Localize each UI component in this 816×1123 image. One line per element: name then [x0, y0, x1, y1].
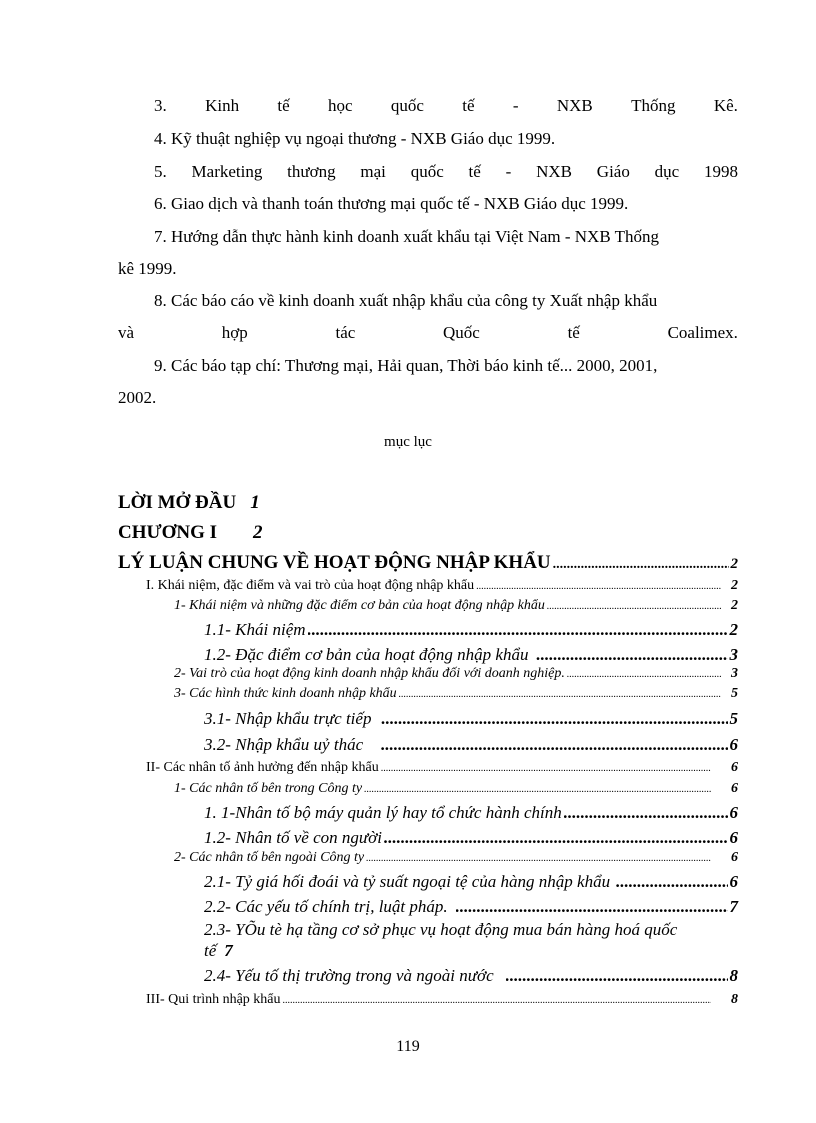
toc-entry[interactable] [204, 920, 738, 940]
toc-entry-title: 1.1- Khái niệm [204, 620, 306, 639]
toc-intro-title: LỜI MỞ ĐẦU [118, 492, 237, 513]
reference-item: 2002. [118, 388, 157, 407]
toc-entry-title: 3.2- Nhập khẩu uỷ thác [204, 735, 364, 754]
toc-entry-page: 2 [729, 620, 738, 639]
reference-word: tế [567, 323, 580, 342]
toc-entry[interactable] [174, 666, 738, 682]
toc-entry[interactable] [146, 992, 738, 1008]
reference-word: Marketing [191, 162, 263, 181]
reference-word: NXB [556, 96, 593, 115]
toc-entry-page: 3 [731, 666, 738, 681]
toc-entry-continuation[interactable] [204, 941, 233, 961]
reference-word: 3. [154, 96, 167, 115]
reference-item [154, 162, 738, 182]
toc-leader [616, 872, 727, 892]
toc-entry-page: 3 [729, 645, 738, 664]
toc-entry[interactable] [204, 735, 738, 755]
toc-entry-title: 1.2- Nhân tố về con người [204, 828, 382, 847]
toc-leader [283, 995, 711, 1006]
toc-leader [506, 966, 728, 986]
toc-entry-page: 6 [729, 828, 738, 847]
reference-item [154, 96, 738, 116]
reference-word: Thống [631, 96, 676, 115]
reference-item: 7. Hướng dẫn thực hành kinh doanh xuất khẩu tại Việt Nam - NXB Thống [154, 227, 659, 246]
reference-item: kê 1999. [118, 259, 177, 278]
toc-entry-page: 2 [731, 598, 738, 613]
toc-entry-title: 1- Các nhân tố bên trong Công ty [174, 781, 363, 796]
reference-word: tế [462, 96, 475, 115]
reference-word: 1998 [703, 162, 738, 181]
reference-word: 5. [154, 162, 167, 181]
toc-entry-title: 1. 1-Nhân tố bộ máy quản lý hay tổ chức hành chính [204, 803, 562, 822]
toc-entry-title: 2- Vai trò của hoạt động kinh doanh nhập khẩu đối với doanh nghiệp. [174, 666, 565, 681]
reference-word: mại [360, 162, 386, 181]
reference-item: 9. Các báo tạp chí: Thương mại, Hải quan, Thời báo kinh tế... 2000, 2001, [154, 356, 658, 375]
toc-part-title: LÝ LUẬN CHUNG VỀ HOẠT ĐỘNG NHẬP KHẨU [118, 552, 551, 573]
toc-entry[interactable] [174, 598, 738, 614]
toc-leader [456, 897, 728, 917]
toc-entry-page: 6 [729, 735, 738, 754]
reference-word: hợp [221, 323, 248, 342]
toc-entry[interactable] [174, 850, 738, 866]
toc-entry-title: I. Khái niệm, đặc điểm và vai trò của hoạt động nhập khẩu [146, 578, 475, 593]
reference-item: 8. Các báo cáo về kinh doanh xuất nhập khẩu của công ty Xuất nhập khẩu [154, 291, 658, 310]
toc-entry[interactable] [204, 709, 738, 729]
toc-entry-title: tế [204, 941, 217, 960]
toc-entry[interactable] [204, 803, 738, 823]
toc-leader [364, 784, 711, 795]
reference-word: dục [654, 162, 680, 181]
toc-leader [567, 669, 721, 680]
toc-entry-page: 5 [729, 709, 738, 728]
toc-entry-page: 6 [731, 850, 738, 865]
toc-entry-title: III- Qui trình nhập khẩu [146, 992, 281, 1007]
toc-leader [399, 689, 721, 700]
reference-word: học [328, 96, 353, 115]
reference-word: Quốc [443, 323, 480, 342]
toc-leader [381, 763, 711, 774]
toc-leader [381, 735, 727, 755]
reference-word: thương [287, 162, 336, 181]
reference-word: Coalimex. [667, 323, 738, 342]
toc-entry[interactable] [204, 620, 738, 640]
reference-word: tế [277, 96, 290, 115]
toc-entry[interactable] [146, 760, 738, 776]
reference-word: - [512, 96, 519, 115]
reference-word: Kê. [713, 96, 738, 115]
toc-entry[interactable] [204, 872, 738, 892]
toc-leader [366, 853, 711, 864]
toc-entry-title: II- Các nhân tố ảnh hưởng đến nhập khẩu [146, 760, 379, 775]
reference-word: Kinh [205, 96, 240, 115]
toc-leader [547, 601, 721, 612]
toc-entry-page: 6 [731, 781, 738, 796]
toc-entry-title: 2.4- Yếu tố thị trường trong và ngoài nước [204, 966, 494, 985]
toc-leader [308, 620, 728, 640]
toc-leader [384, 828, 728, 848]
reference-word: Giáo [596, 162, 630, 181]
reference-word: tế [468, 162, 481, 181]
toc-entry-title: 1.2- Đặc điểm cơ bản của hoạt động nhập khẩu [204, 645, 529, 664]
toc-entry[interactable] [174, 781, 738, 797]
page-number: 119 [396, 1038, 420, 1055]
toc-leader [381, 709, 727, 729]
toc-chapter-page: 2 [253, 522, 263, 543]
toc-entry-title: 2.2- Các yếu tố chính trị, luật pháp. [204, 897, 448, 916]
toc-leader [564, 803, 728, 823]
toc-entry-title: 3- Các hình thức kinh doanh nhập khẩu [174, 686, 397, 701]
toc-leader [553, 557, 729, 573]
toc-entry-title: 2.1- Tỷ giá hối đoái và tỷ suất ngoại tệ của hàng nhập khẩu [204, 872, 611, 891]
toc-leader [536, 645, 727, 665]
toc-entry[interactable] [174, 686, 738, 702]
toc-leader [476, 581, 721, 592]
reference-item: 6. Giao dịch và thanh toán thương mại quốc tế - NXB Giáo dục 1999. [154, 194, 629, 213]
toc-entry[interactable] [146, 578, 738, 594]
toc-entry-page: 8 [729, 966, 738, 985]
toc-entry-title: 3.1- Nhập khẩu trực tiếp [204, 709, 372, 728]
toc-entry-page: 6 [729, 872, 738, 891]
toc-intro[interactable] [118, 492, 260, 514]
toc-entry[interactable] [204, 645, 738, 665]
reference-item: 4. Kỹ thuật nghiệp vụ ngoại thương - NXB Giáo dục 1999. [154, 129, 556, 148]
reference-word: và [118, 323, 135, 342]
toc-entry-title: 2.3- YÕu tè hạ tầng cơ sở phục vụ hoạt động mua bán hàng hoá quốc [204, 920, 678, 939]
toc-chapter[interactable] [118, 522, 263, 544]
toc-entry-title: 1- Khái niệm và những đặc điểm cơ bản của hoạt động nhập khẩu [174, 598, 545, 613]
toc-title: mục lục [384, 434, 432, 450]
reference-word: tác [335, 323, 356, 342]
reference-item [118, 323, 738, 343]
toc-entry[interactable] [204, 966, 738, 986]
toc-entry-page: 2 [731, 578, 738, 593]
toc-part[interactable] [118, 552, 738, 574]
toc-entry-page: 7 [224, 941, 233, 960]
toc-chapter-title: CHƯƠNG I [118, 522, 218, 543]
toc-entry-page: 5 [731, 686, 738, 701]
toc-entry-page: 6 [731, 760, 738, 775]
reference-word: NXB [536, 162, 572, 181]
toc-entry-page: 7 [729, 897, 738, 916]
reference-word: quốc [410, 162, 444, 181]
toc-entry-page: 8 [731, 992, 738, 1007]
toc-intro-page: 1 [250, 492, 260, 513]
toc-entry[interactable] [204, 828, 738, 848]
reference-word: quốc [390, 96, 424, 115]
toc-entry-page: 6 [729, 803, 738, 822]
reference-word: - [505, 162, 512, 181]
toc-entry[interactable] [204, 897, 738, 917]
toc-entry-title: 2- Các nhân tố bên ngoài Công ty [174, 850, 365, 865]
toc-part-page: 2 [730, 556, 738, 572]
